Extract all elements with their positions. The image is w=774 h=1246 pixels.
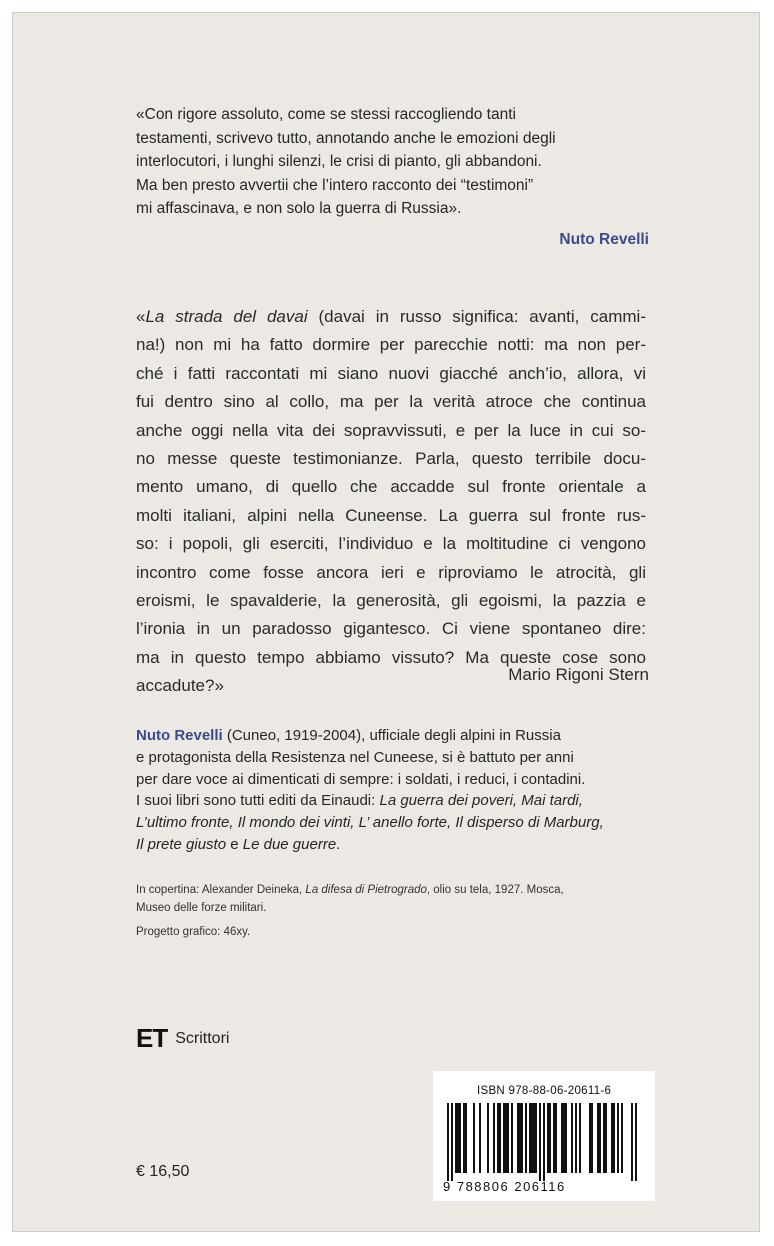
price: € 16,50 [136, 1163, 190, 1180]
quote-line: testamenti, scrivevo tutto, annotando anche le emozioni degli [136, 129, 556, 147]
painting-title: La difesa di Pietrogrado [305, 884, 427, 896]
credit-text: , olio su tela, 1927. Mosca, [426, 884, 564, 896]
bio-text: e [226, 835, 243, 853]
quote-line: so: i popoli, gli eserciti, l’individuo e la moltitudine ci vengono [136, 534, 646, 554]
barcode-bar [549, 1103, 551, 1173]
bio-text: I suoi libri sono tutti editi da Einaudi: [136, 792, 380, 810]
barcode-bar [487, 1103, 489, 1173]
barcode-bar [547, 1103, 549, 1173]
series-label: Scrittori [175, 1029, 230, 1047]
barcode-bar [447, 1103, 449, 1181]
barcode-bar [463, 1103, 465, 1173]
barcode-bar [539, 1103, 541, 1181]
barcode-bar [563, 1103, 565, 1173]
bio-line: per dare voce ai dimenticati di sempre: i soldati, i reduci, i contadini. [136, 770, 586, 788]
barcode-bar [459, 1103, 461, 1173]
quote-rigoni-stern [136, 303, 646, 701]
quote-line: mi affascinava, e non solo la guerra di Russia». [136, 200, 462, 218]
bio-line [136, 725, 656, 747]
barcode-bar [465, 1103, 467, 1173]
bio-line [136, 834, 656, 856]
barcode-bar [493, 1103, 495, 1173]
barcode-bar [521, 1103, 523, 1173]
barcode-bar [511, 1103, 513, 1173]
barcode-bar [479, 1103, 481, 1173]
barcode-bar [571, 1103, 573, 1173]
bio-line: e protagonista della Resistenza nel Cuneese, si è battuto per anni [136, 748, 574, 766]
barcode-bar [535, 1103, 537, 1173]
credit-line: Museo delle forze militari. [136, 902, 267, 914]
design-credit: Progetto grafico: 46xy. [136, 926, 251, 938]
barcode-icon [433, 1103, 655, 1181]
back-cover [12, 12, 760, 1232]
barcode-bar [617, 1103, 619, 1173]
book-titles: L’ultimo fronte, Il mondo dei vinti, L’ anello forte, Il disperso di Marburg, [136, 814, 604, 832]
barcode-bar [611, 1103, 613, 1173]
quote-revelli [136, 103, 656, 221]
quote-line: no messe queste testimonianze. Parla, questo terribile docu- [136, 449, 646, 469]
author-bio [136, 725, 656, 856]
quote-line: accadute?» [136, 676, 224, 696]
barcode-digits: 9 788806 206116 [443, 1179, 566, 1194]
barcode-bar [457, 1103, 459, 1173]
barcode-bar [561, 1103, 563, 1173]
barcode-bar [451, 1103, 453, 1181]
bio-line [136, 812, 656, 834]
barcode-bar [597, 1103, 599, 1173]
barcode-bar [473, 1103, 475, 1173]
quote-line: l’ironia in un paradosso gigantesco. Ci viene spontaneo dire: [136, 619, 646, 639]
book-title: Il prete giusto [136, 835, 227, 853]
book-title: Le due guerre [242, 835, 337, 853]
quote-line: interlocutori, i lunghi silenzi, le crisi di pianto, gli abbandoni. [136, 153, 542, 171]
bio-text: . [336, 835, 341, 853]
quote-attribution: Nuto Revelli [559, 231, 649, 248]
barcode-bar [517, 1103, 519, 1173]
barcode-bar [455, 1103, 457, 1173]
barcode-bar [599, 1103, 601, 1173]
author-name: Nuto Revelli [136, 727, 223, 744]
credit-line [136, 881, 656, 899]
quote-line: na!) non mi ha fatto dormire per parecchie notti: ma non per- [136, 335, 646, 355]
barcode-bar [635, 1103, 637, 1181]
barcode-bar [575, 1103, 577, 1173]
barcode-bar [505, 1103, 507, 1173]
barcode-bar [603, 1103, 605, 1173]
quote-line: anche oggi nella vita dei sopravvissuti, e per la luce in cui so- [136, 420, 646, 440]
quote-line: ma in questo tempo abbiamo vissuto? Ma queste cose sono [136, 647, 646, 667]
quote-line: eroismi, le spavalderie, la generosità, gli egoismi, la pazzia e [136, 591, 646, 611]
quote-text: (davai in russo significa: avanti, cammi- [307, 307, 646, 326]
barcode-bar [553, 1103, 555, 1173]
barcode-bar [589, 1103, 591, 1173]
barcode-bar [565, 1103, 567, 1173]
quote-line: fui dentro sino al collo, ma per la verità atroce che continua [136, 392, 646, 412]
quote-line: «Con rigore assoluto, come se stessi raccogliendo tanti [136, 106, 516, 123]
barcode-bar [613, 1103, 615, 1173]
barcode-bar [497, 1103, 499, 1173]
barcode-bar [579, 1103, 581, 1173]
series-logo [136, 1023, 229, 1054]
isbn-label: ISBN 978-88-06-20611-6 [477, 1085, 612, 1097]
barcode-bar [499, 1103, 501, 1173]
quote-line [136, 303, 646, 331]
book-titles: La guerra dei poveri, Mai tardi, [379, 792, 583, 810]
bio-text: (Cuneo, 1919-2004), ufficiale degli alpini in Russia [222, 727, 561, 744]
credit-text: In copertina: Alexander Deineka, [136, 884, 306, 896]
cover-credits [136, 881, 656, 941]
quote-line: molti italiani, alpini nella Cuneense. La guerra sul fronte rus- [136, 505, 646, 525]
barcode-bar [621, 1103, 623, 1173]
barcode-bar [543, 1103, 545, 1181]
et-logo-icon: ET [136, 1023, 168, 1053]
barcode-bar [503, 1103, 505, 1173]
quote-line: ché i fatti raccontati mi siano nuovi giacché anch’io, allora, vi [136, 363, 646, 383]
barcode-bar [591, 1103, 593, 1173]
barcode-bar [631, 1103, 633, 1181]
barcode-bar [605, 1103, 607, 1173]
barcode-bar [555, 1103, 557, 1173]
isbn-barcode [433, 1071, 655, 1201]
quote-attribution: Mario Rigoni Stern [508, 665, 649, 684]
quote-line: incontro come fosse ancora ieri e riproviamo le atrocità, gli [136, 562, 646, 582]
barcode-bar [531, 1103, 533, 1173]
quote-line: Ma ben presto avvertii che l’intero racconto dei “testimoni” [136, 176, 534, 194]
barcode-bar [519, 1103, 521, 1173]
bio-line [136, 790, 656, 812]
barcode-bar [533, 1103, 535, 1173]
quote-line: mento umano, di quello che accadde sul fronte orientale a [136, 477, 646, 497]
barcode-bar [507, 1103, 509, 1173]
barcode-bar [529, 1103, 531, 1173]
book-title: La strada del davai [145, 307, 308, 326]
quote-open: « [136, 307, 146, 326]
barcode-bar [525, 1103, 527, 1173]
